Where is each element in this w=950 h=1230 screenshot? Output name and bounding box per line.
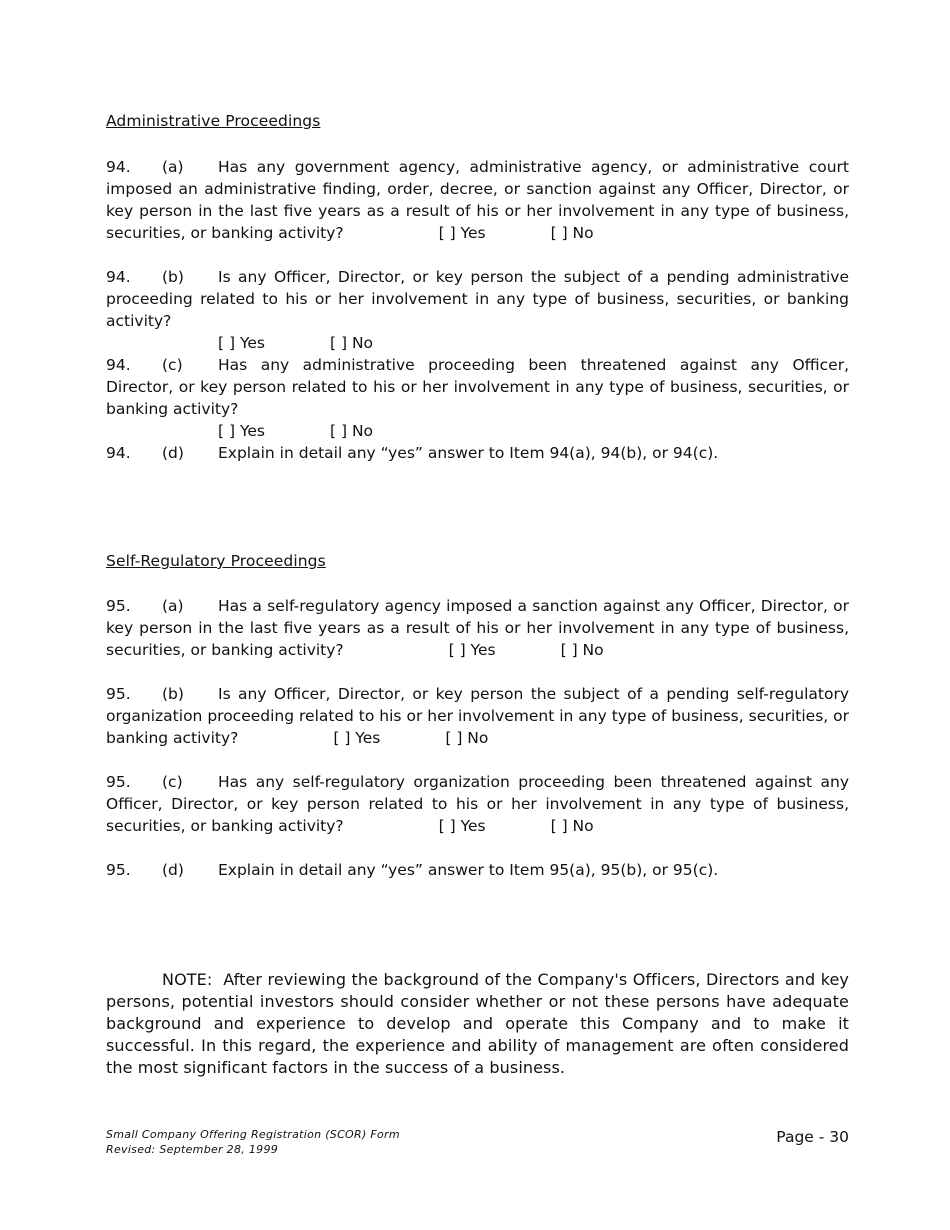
item-text: Has any self-regulatory organization proceeding been threatened against any Officer, Director, or key person related to his or her involvement in any type of business, securities, or banking activity?: [106, 773, 849, 835]
footer-revised-date: Revised: September 28, 1999: [106, 1143, 279, 1156]
item-94c: [106, 354, 849, 442]
note-text: After reviewing the background of the Company's Officers, Directors and key persons, potential investors should consider whether or not these persons have adequate background and experience to develop and operate this Company and to make it successful. In this regard, the experience and ability of management are often considered the most significant factors in the success of a business.: [106, 970, 850, 1077]
item-sub: (c): [162, 356, 183, 374]
item-95b: [106, 683, 849, 749]
item-95c: [106, 771, 849, 837]
item-number: 95.: [106, 685, 131, 703]
footer-form-info: [106, 1127, 400, 1157]
yes-checkbox[interactable]: [ ] Yes: [333, 729, 381, 747]
no-checkbox[interactable]: [ ] No: [560, 641, 604, 659]
item-sub: (d): [162, 861, 184, 879]
item-sub: (b): [162, 685, 184, 703]
item-text: Is any Officer, Director, or key person the subject of a pending administrative proceeding related to his or her involvement in any type of business, securities, or banking activity?: [106, 268, 849, 330]
yes-checkbox[interactable]: [ ] Yes: [218, 334, 265, 352]
yes-checkbox[interactable]: [ ] Yes: [438, 224, 486, 242]
item-95d: [106, 859, 849, 881]
item-sub: (c): [162, 773, 183, 791]
item-text: Has any government agency, administrative agency, or administrative court imposed an administrative finding, order, decree, or sanction against any Officer, Director, or key person in the last five years as a result of his or her involvement in any type of business, securities, or banking activity?: [106, 158, 849, 242]
no-checkbox[interactable]: [ ] No: [550, 224, 594, 242]
item-number: 95.: [106, 597, 131, 615]
yes-checkbox[interactable]: [ ] Yes: [448, 641, 496, 659]
item-94a: [106, 156, 849, 244]
note-label: NOTE:: [162, 970, 213, 989]
item-number: 94.: [106, 158, 131, 176]
yes-checkbox[interactable]: [ ] Yes: [218, 422, 265, 440]
no-checkbox[interactable]: [ ] No: [330, 422, 374, 440]
item-94b: [106, 266, 849, 354]
item-number: 94.: [106, 356, 131, 374]
item-number: 95.: [106, 861, 131, 879]
item-95a: [106, 595, 849, 661]
item-number: 94.: [106, 444, 131, 462]
section-title-administrative: Administrative Proceedings: [106, 112, 321, 130]
no-checkbox[interactable]: [ ] No: [330, 334, 374, 352]
section-title-self-regulatory: Self-Regulatory Proceedings: [106, 552, 326, 570]
item-94d: [106, 442, 849, 464]
item-text: Has any administrative proceeding been threatened against any Officer, Director, or key person related to his or her involvement in any type of business, securities, or banking activity?: [106, 356, 849, 418]
item-sub: (a): [162, 158, 184, 176]
item-number: 94.: [106, 268, 131, 286]
item-sub: (b): [162, 268, 184, 286]
item-text: Explain in detail any “yes” answer to Item 94(a), 94(b), or 94(c).: [218, 444, 719, 462]
page-number: Page - 30: [776, 1128, 849, 1146]
document-page: [106, 0, 849, 1230]
item-sub: (a): [162, 597, 184, 615]
no-checkbox[interactable]: [ ] No: [445, 729, 489, 747]
item-text: Has a self-regulatory agency imposed a sanction against any Officer, Director, or key person in the last five years as a result of his or her involvement in any type of business, securities, or banking activity?: [106, 597, 849, 659]
item-text: Is any Officer, Director, or key person the subject of a pending self-regulatory organization proceeding related to his or her involvement in any type of business, securities, or banking activity?: [106, 685, 849, 747]
item-sub: (d): [162, 444, 184, 462]
footer-form-name: Small Company Offering Registration (SCOR) Form: [106, 1128, 400, 1141]
note-paragraph: [106, 969, 849, 1079]
yes-checkbox[interactable]: [ ] Yes: [438, 817, 486, 835]
item-number: 95.: [106, 773, 131, 791]
item-text: Explain in detail any “yes” answer to Item 95(a), 95(b), or 95(c).: [218, 861, 719, 879]
no-checkbox[interactable]: [ ] No: [550, 817, 594, 835]
